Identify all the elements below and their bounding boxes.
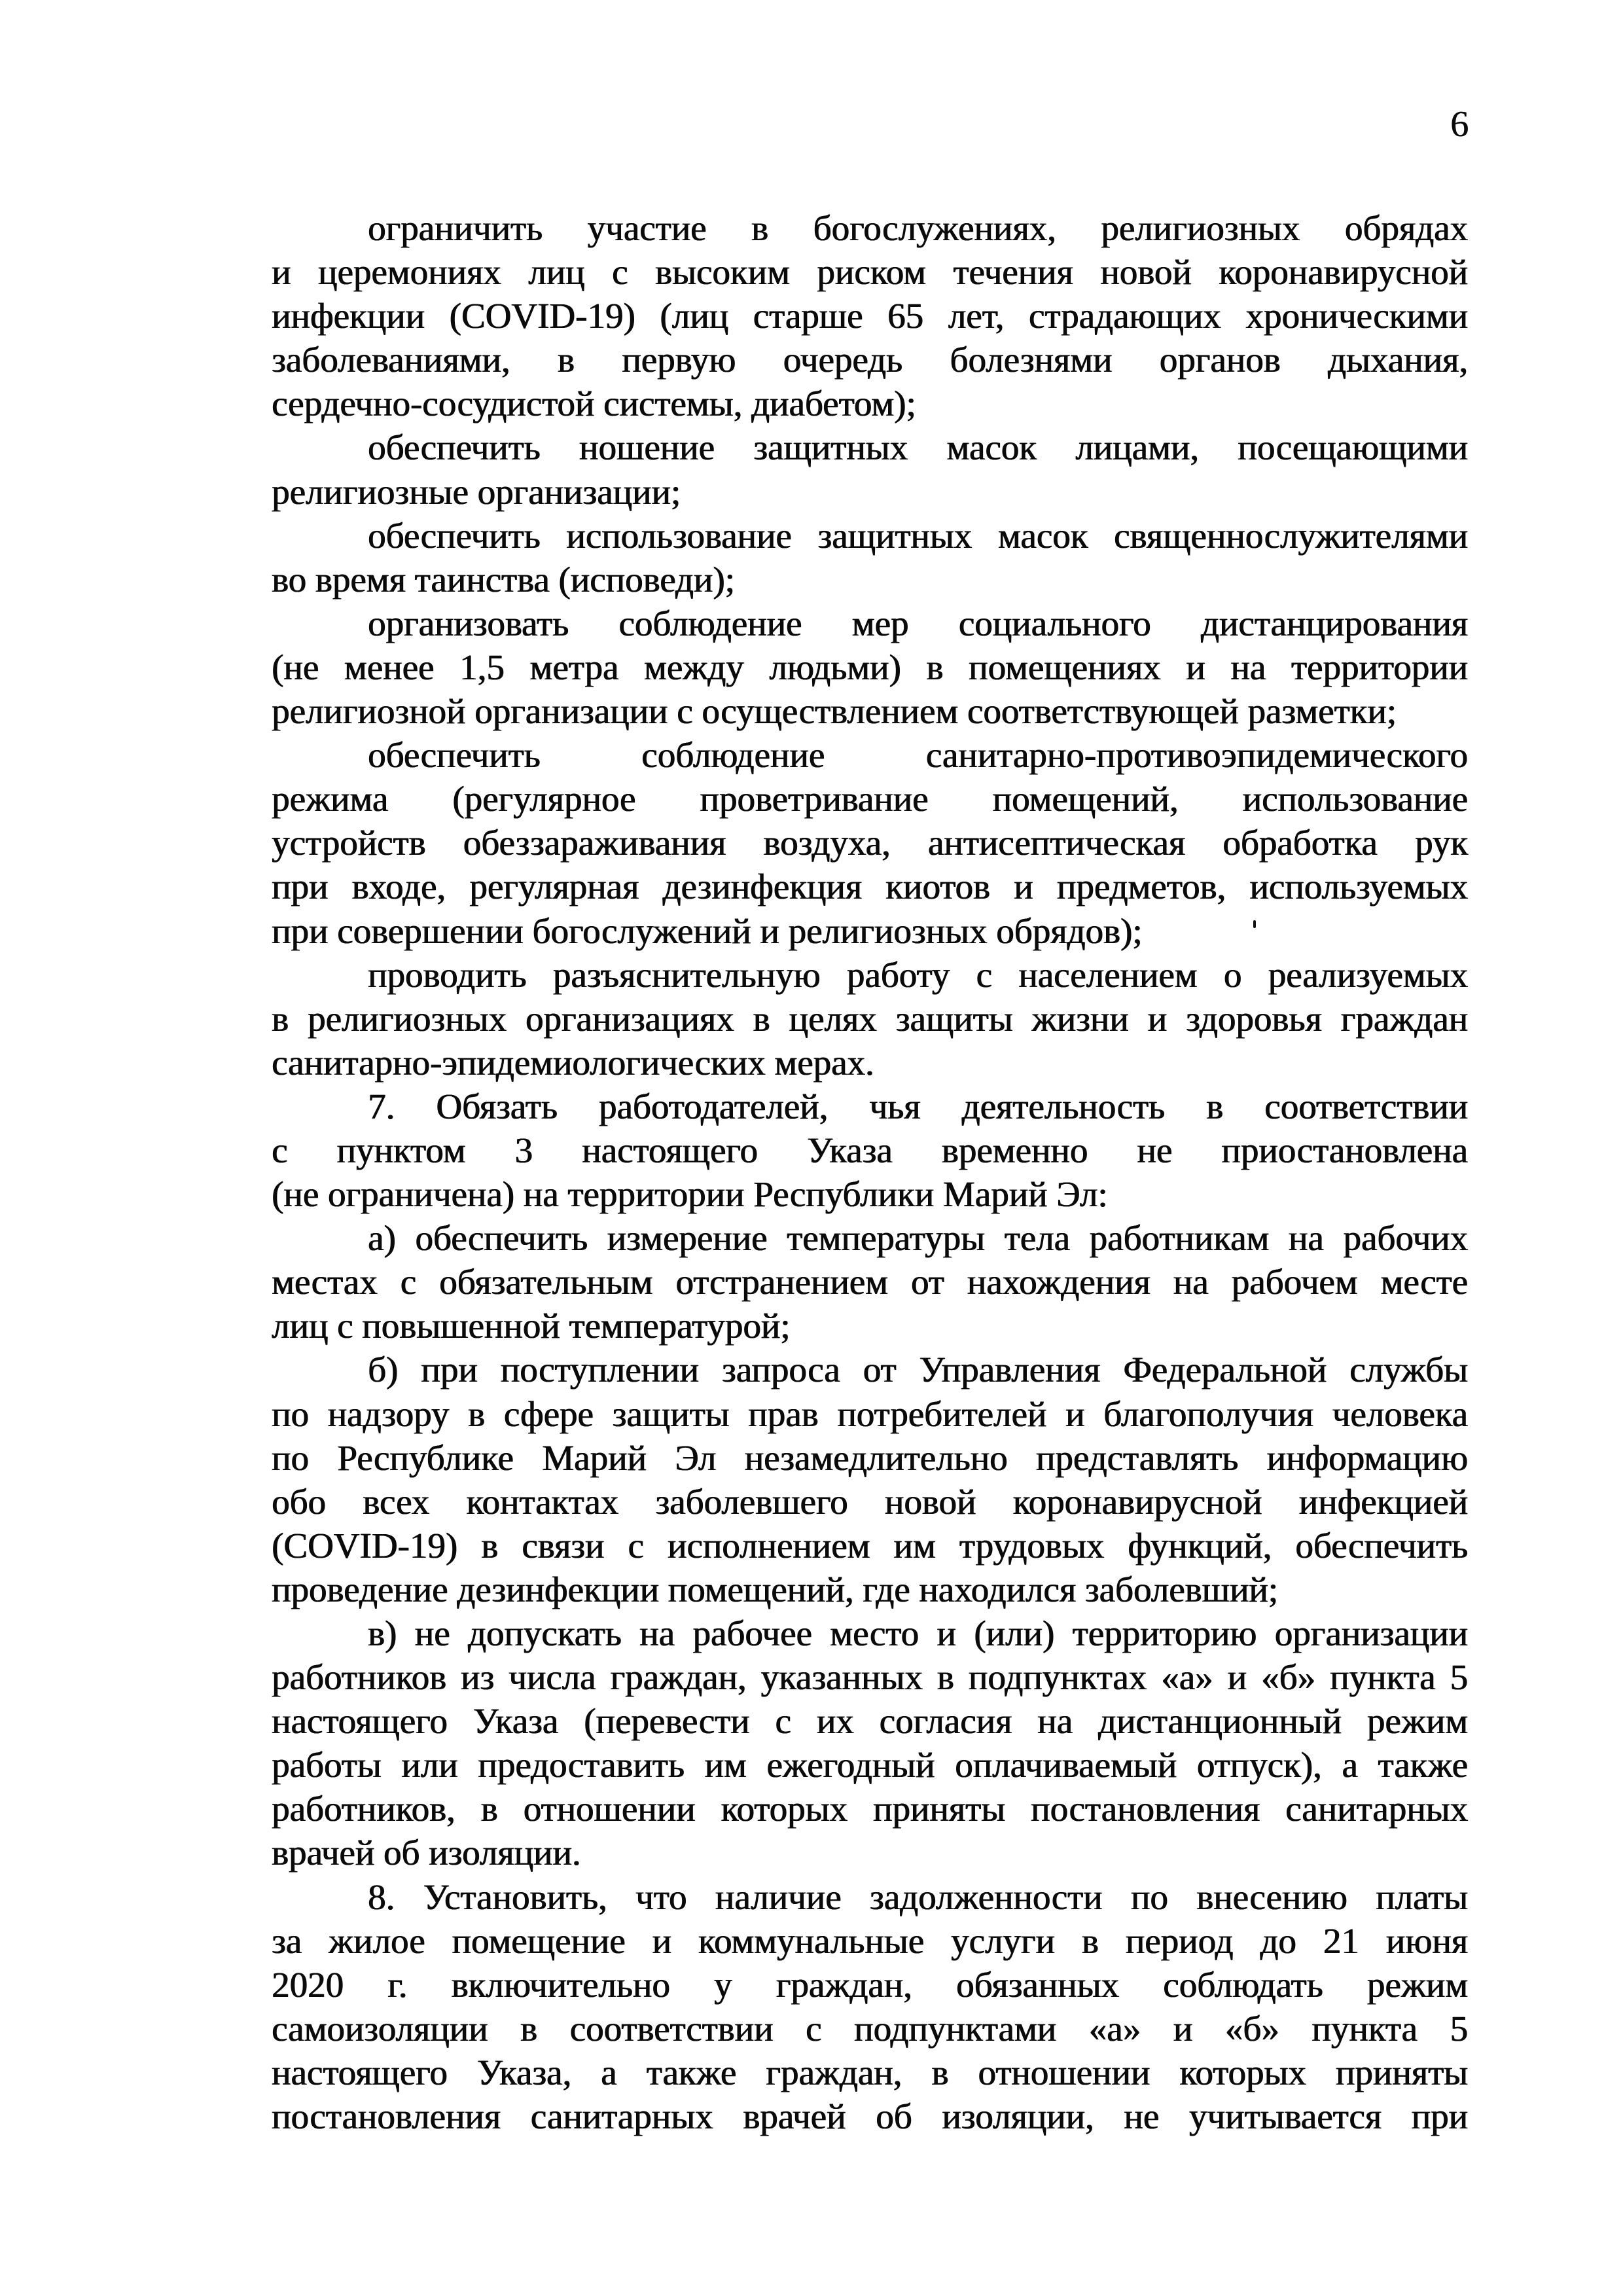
text-line: за жилое помещение и коммунальные услуги в период до 21 июня	[272, 1920, 1468, 1961]
text-line: религиозной организации с осуществлением соответствующей разметки;	[272, 691, 1397, 732]
text-line: настоящего Указа, а также граждан, в отношении которых приняты	[272, 2052, 1468, 2092]
text-line: 2020 г. включительно у граждан, обязанных соблюдать режим	[272, 1964, 1468, 2005]
paragraph	[272, 1085, 1468, 1216]
text-line: самоизоляции в соответствии с подпунктами «а» и «б» пункта 5	[272, 2008, 1468, 2049]
text-line: (не менее 1,5 метра между людьми) в помещениях и на территории	[272, 647, 1468, 687]
text-line: заболеваниями, в первую очередь болезнями органов дыхания,	[272, 340, 1468, 380]
text-line: по надзору в сфере защиты прав потребителей и благополучия человека	[272, 1393, 1468, 1434]
text-line: инфекции (COVID-19) (лиц старше 65 лет, страдающих хроническими	[272, 296, 1468, 336]
text-line: организовать соблюдение мер социального дистанцирования	[368, 603, 1468, 643]
text-line: постановления санитарных врачей об изоляции, не учитывается при	[272, 2096, 1468, 2137]
paragraph	[272, 1875, 1468, 2139]
text-line: и церемониях лиц с высоким риском течения новой коронавирусной	[272, 252, 1468, 293]
text-line: ограничить участие в богослужениях, религиозных обрядах	[368, 208, 1468, 248]
paragraph	[272, 425, 1468, 513]
text-line: проводить разъяснительную работу с населением о реализуемых	[368, 954, 1468, 995]
paragraph	[272, 733, 1468, 952]
text-line: при входе, регулярная дезинфекция киотов и предметов, используемых	[272, 867, 1468, 907]
text-line: с пунктом 3 настоящего Указа временно не приостановлена	[272, 1130, 1468, 1170]
text-line: при совершении богослужений и религиозных обрядов);	[272, 910, 1143, 951]
document-body	[272, 206, 1468, 2138]
text-line: режима (регулярное проветривание помещений, использование	[272, 779, 1468, 819]
text-line: обо всех контактах заболевшего новой коронавирусной инфекцией	[272, 1481, 1468, 1522]
paragraph	[272, 206, 1468, 425]
text-line: лиц с повышенной температурой;	[272, 1306, 791, 1346]
text-line: а) обеспечить измерение температуры тела работникам на рабочих	[368, 1218, 1468, 1259]
paragraph	[272, 1611, 1468, 1875]
text-line: обеспечить соблюдение санитарно-противоэпидемического	[368, 735, 1468, 776]
text-line: работников, в отношении которых приняты постановления санитарных	[272, 1789, 1468, 1829]
text-line: религиозные организации;	[272, 471, 681, 512]
text-line: устройств обеззараживания воздуха, антисептическая обработка рук	[272, 823, 1468, 863]
text-line: 7. Обязать работодателей, чья деятельность в соответствии	[368, 1086, 1468, 1126]
scan-speck	[1253, 920, 1256, 928]
text-line: проведение дезинфекции помещений, где находился заболевший;	[272, 1569, 1279, 1609]
text-line: сердечно-сосудистой системы, диабетом);	[272, 384, 916, 424]
text-line: обеспечить использование защитных масок священнослужителями	[368, 515, 1468, 556]
text-line: по Республике Марий Эл незамедлительно представлять информацию	[272, 1437, 1468, 1478]
text-line: во время таинства (исповеди);	[272, 559, 735, 600]
text-line: обеспечить ношение защитных масок лицами, посещающими	[368, 427, 1468, 468]
text-line: врачей об изоляции.	[272, 1833, 581, 1873]
text-line: санитарно-эпидемиологических мерах.	[272, 1042, 874, 1083]
text-line: работы или предоставить им ежегодный оплачиваемый отпуск), а также	[272, 1745, 1468, 1785]
text-line: в религиозных организациях в целях защиты жизни и здоровья граждан	[272, 998, 1468, 1039]
text-line: настоящего Указа (перевести с их согласия на дистанционный режим	[272, 1701, 1468, 1742]
text-line: б) при поступлении запроса от Управления Федеральной службы	[368, 1350, 1468, 1390]
text-line: 8. Установить, что наличие задолженности по внесению платы	[368, 1876, 1468, 1917]
text-line: (не ограничена) на территории Республики Марий Эл:	[272, 1174, 1108, 1215]
paragraph	[272, 953, 1468, 1085]
paragraph	[272, 1216, 1468, 1348]
paragraph	[272, 601, 1468, 733]
text-line: работников из числа граждан, указанных в подпунктах «а» и «б» пункта 5	[272, 1657, 1468, 1698]
text-line: (COVID-19) в связи с исполнением им трудовых функций, обеспечить	[272, 1525, 1468, 1566]
text-line: местах с обязательным отстранением от нахождения на рабочем месте	[272, 1262, 1468, 1302]
text-line: в) не допускать на рабочее место и (или) территорию организации	[368, 1613, 1468, 1653]
paragraph	[272, 514, 1468, 601]
page-number: 6	[1450, 104, 1469, 145]
paragraph	[272, 1348, 1468, 1611]
